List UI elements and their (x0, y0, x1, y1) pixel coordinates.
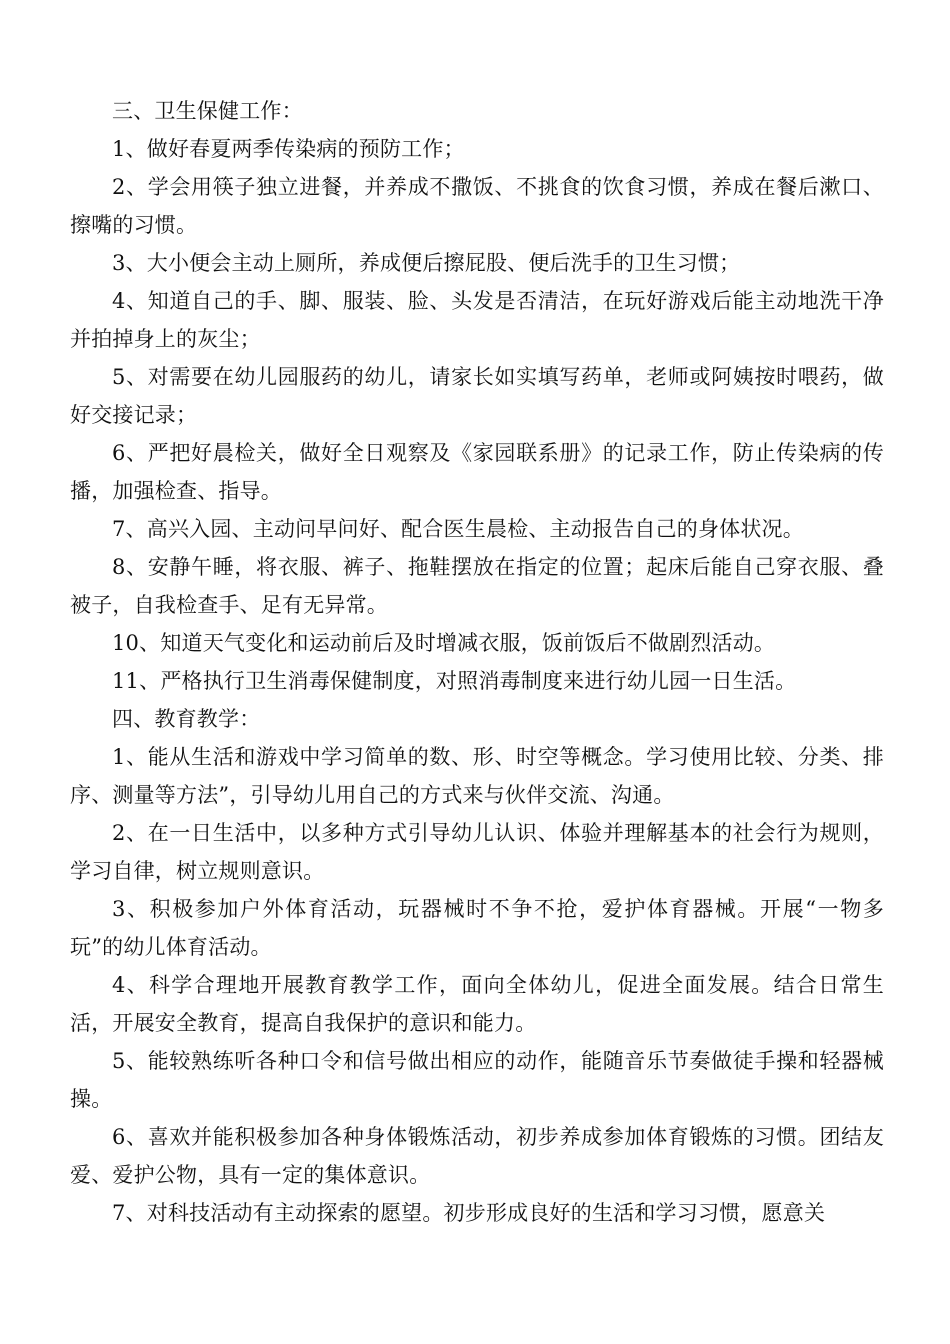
paragraph: 3、积极参加户外体育活动，玩器械时不争不抢，爱护体育器械。开展“一物多玩”的幼儿体育活动。 (70, 897, 884, 959)
paragraph: 6、喜欢并能积极参加各种身体锻炼活动，初步养成参加体育锻炼的习惯。团结友爱、爱护公物，具有一定的集体意识。 (70, 1125, 884, 1187)
paragraph: 5、对需要在幼儿园服药的幼儿，请家长如实填写药单，老师或阿姨按时喂药，做好交接记录； (70, 365, 884, 427)
paragraph: 4、知道自己的手、脚、服装、脸、头发是否清洁，在玩好游戏后能主动地洗干净并拍掉身上的灰尘； (70, 289, 884, 351)
paragraph: 2、在一日生活中，以多种方式引导幼儿认识、体验并理解基本的社会行为规则，学习自律，树立规则意识。 (70, 821, 884, 883)
paragraph: 11、严格执行卫生消毒保健制度，对照消毒制度来进行幼儿园一日生活。 (112, 669, 797, 693)
paragraph: 6、严把好晨检关，做好全日观察及《家园联系册》的记录工作，防止传染病的传播，加强检查、指导。 (70, 441, 884, 503)
paragraph: 3、大小便会主动上厕所，养成便后擦屁股、便后洗手的卫生习惯； (112, 251, 741, 275)
paragraph: 7、对科技活动有主动探索的愿望。初步形成良好的生活和学习习惯，愿意关 (112, 1201, 826, 1225)
paragraph: 8、安静午睡，将衣服、裤子、拖鞋摆放在指定的位置；起床后能自己穿衣服、叠被子，自我检查手、足有无异常。 (70, 555, 884, 617)
paragraph: 1、能从生活和游戏中学习简单的数、形、时空等概念。学习使用比较、分类、排序、测量等方法”，引导幼儿用自己的方式来与伙伴交流、沟通。 (70, 745, 884, 807)
paragraph: 2、学会用筷子独立进餐，并养成不撒饭、不挑食的饮食习惯，养成在餐后漱口、擦嘴的习惯。 (70, 175, 884, 237)
section-heading-education: 四、教育教学： (112, 707, 261, 731)
paragraph: 7、高兴入园、主动问早问好、配合医生晨检、主动报告自己的身体状况。 (112, 517, 804, 541)
paragraph: 1、做好春夏两季传染病的预防工作； (112, 137, 465, 161)
paragraph: 5、能较熟练听各种口令和信号做出相应的动作，能随音乐节奏做徒手操和轻器械操。 (70, 1049, 884, 1111)
section-heading-hygiene: 三、卫生保健工作： (112, 99, 303, 123)
paragraph: 4、科学合理地开展教育教学工作，面向全体幼儿，促进全面发展。结合日常生活，开展安全教育，提高自我保护的意识和能力。 (70, 973, 884, 1035)
paragraph: 10、知道天气变化和运动前后及时增减衣服，饭前饭后不做剧烈活动。 (112, 631, 776, 655)
